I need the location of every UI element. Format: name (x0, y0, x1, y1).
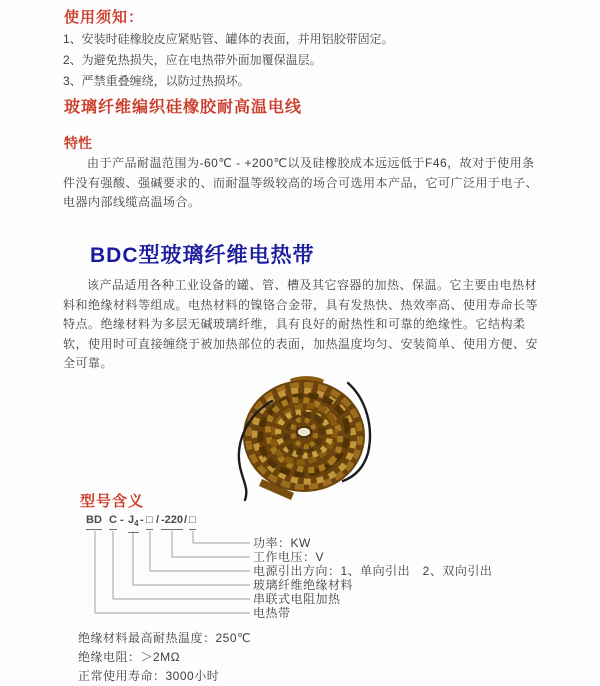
model-code-slash: / (156, 514, 160, 526)
heating-tape-coil-photo (230, 373, 380, 507)
model-code-box2: □ (189, 513, 196, 530)
model-code-c: C (109, 513, 117, 530)
spec-line: 正常使用寿命：3000小时 (78, 669, 220, 683)
feature-paragraph: 由于产品耐温范围为-60℃ - +200℃以及硅橡胶成本远远低于F46，故对于使用条件没有强酸、强碱要求的、而耐温等级较高的场合可选用本产品，它可广泛用于电子、电器内部线缆高温场合。 (63, 156, 539, 209)
usage-notice-title: 使用须知： (64, 9, 145, 26)
spec-line: 绝缘电阻：＞2MΩ (78, 650, 181, 664)
spec-line: 绝缘材料最高耐热温度：250℃ (78, 631, 251, 645)
model-label-power: 功率：KW (253, 536, 311, 550)
model-code-220: -220 (161, 513, 183, 530)
usage-item: 2、为避免热损失，应在电热带外面加覆保温层。 (63, 53, 322, 67)
model-code-bd: BD (86, 513, 102, 530)
model-label-lead-dir: 电源引出方向：1、单向引出 2、双向引出 (253, 564, 493, 578)
model-meaning-title: 型号含义 (80, 493, 145, 510)
wire-section-heading: 玻璃纤维编织硅橡胶耐高温电线 (64, 99, 303, 116)
model-label-series: 串联式电阻加热 (253, 592, 341, 606)
model-code-dash: - (120, 514, 124, 526)
model-code-box1: □ (146, 513, 153, 530)
model-code-slash: / (184, 514, 188, 526)
bdc-product-title: BDC型玻璃纤维电热带 (90, 244, 315, 267)
spec-list (78, 629, 251, 686)
model-code-j4: $J_4$ (128, 513, 139, 533)
feature-title: 特性 (64, 135, 92, 151)
model-code-dash: - (140, 514, 144, 526)
bdc-paragraph: 该产品适用各种工业设备的罐、管、槽及其它容器的加热、保温。它主要由电热材料和绝缘材料等组成。电热材料的镍铬合金带，具有发热快、热效率高、使用寿命长等特点。绝缘材料为多层无碱玻璃纤维，具有良好的耐热性和可靠的绝缘性。它结构柔软，使用时可直接缠绕于被加热部位的表面，加热温度均匀、安装简单、使用方便、安全可靠。 (63, 278, 539, 370)
model-label-insulation: 玻璃纤维绝缘材料 (253, 578, 354, 592)
usage-item: 1、安装时硅橡胶皮应紧贴管、罐体的表面，并用铝胶带固定。 (63, 32, 394, 46)
model-label-voltage: 工作电压：V (253, 550, 325, 564)
usage-item: 3、严禁重叠缠绕，以防过热损坏。 (63, 74, 250, 88)
model-label-tape: 电热带 (253, 606, 291, 620)
usage-notice-list (63, 29, 394, 92)
